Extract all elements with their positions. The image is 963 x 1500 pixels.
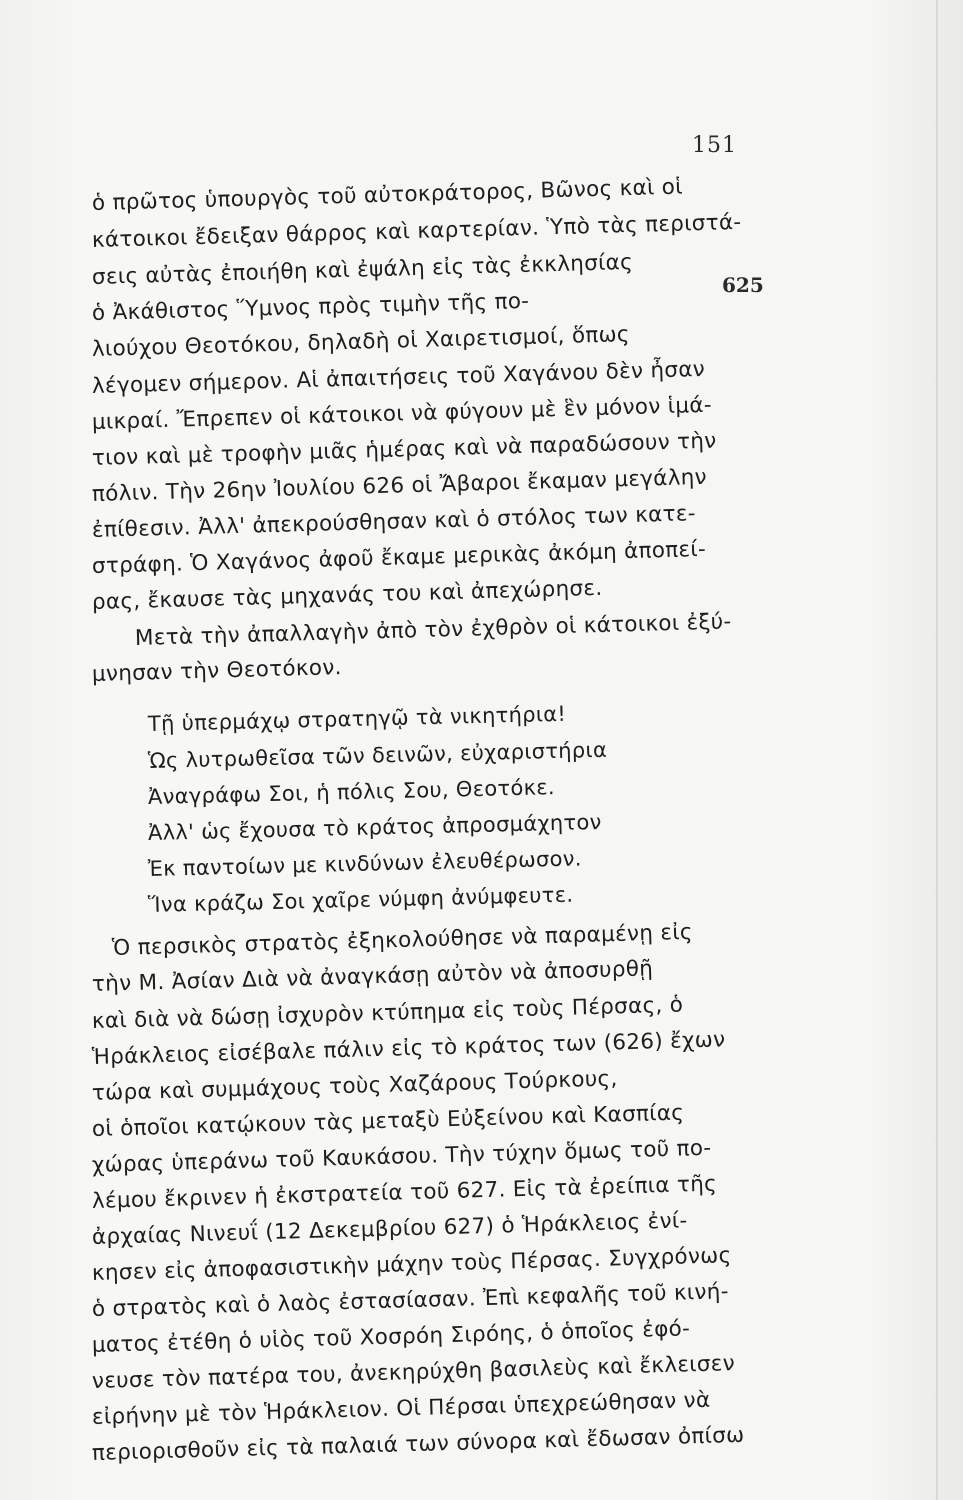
text-line: πόλιν. Τὴν 26ην Ἰουλίου 626 οἱ Ἄβαροι ἔκαμαν μεγάλην <box>91 464 708 507</box>
text-line: Ὁ περσικὸς στρατὸς ἐξηκολούθησε νὰ παραμένῃ εἰς <box>111 919 694 961</box>
text-line: εἰρήνην μὲ τὸν Ἡράκλειον. Οἱ Πέρσαι ὑπεχρεώθησαν νὰ <box>91 1387 711 1430</box>
text-line: ὁ στρατὸς καὶ ὁ λαὸς ἐστασίασαν. Ἐπὶ κεφαλῆς τοῦ κινή- <box>91 1279 730 1322</box>
text-line: τιον καὶ μὲ τροφὴν μιᾶς ἡμέρας καὶ νὰ παραδώσουν τὴν <box>91 428 717 471</box>
text-line: ἐπίθεσιν. Ἀλλ' ἀπεκρούσθησαν καὶ ὁ στόλος των κατε- <box>91 501 697 543</box>
text-line: καὶ διὰ νὰ δώσῃ ἰσχυρὸν κτύπημα εἰς τοὺς Πέρσας, ὁ <box>91 992 684 1034</box>
text-line: κησεν εἰς ἀποφασιστικὴν μάχην τοὺς Πέρσας. Συγχρόνως <box>91 1243 732 1286</box>
text-line: νευσε τὸν πατέρα του, ἀνεκηρύχθη βασιλεὺς καὶ ἔκλεισεν <box>91 1351 736 1394</box>
text-line: Μετὰ τὴν ἀπαλλαγὴν ἀπὸ τὸν ἐχθρὸν οἱ κάτοικοι ἐξύ- <box>134 609 732 651</box>
text-line: λέγομεν σήμερον. Αἱ ἀπαιτήσεις τοῦ Χαγάνου δὲν ἦσαν <box>91 356 706 399</box>
verse-line: Ἀναγράφω Σοι, ἡ πόλις Σου, Θεοτόκε. <box>147 775 556 809</box>
text-line: σεις αὐτὰς ἐποιήθη καὶ ἐψάλη εἰς τὰς ἐκκλησίας <box>91 249 634 290</box>
text-line: λέμου ἔκρινεν ἡ ἐκστρατεία τοῦ 627. Εἰς τὰ ἐρείπια τῆς <box>91 1171 718 1214</box>
page-edge <box>936 0 938 1500</box>
text-line: ρας, ἔκαυσε τὰς μηχανάς του καὶ ἀπεχώρησε. <box>91 575 603 615</box>
text-line: λιούχου Θεοτόκου, δηλαδὴ οἱ Χαιρετισμοί, ὅπως <box>91 321 631 362</box>
verse-line: Τῇ ὑπερμάχῳ στρατηγῷ τὰ νικητήρια! <box>147 701 567 736</box>
text-line: κάτοικοι ἔδειξαν θάρρος καὶ καρτερίαν. Ὑπὸ τὰς περιστά- <box>91 209 742 253</box>
text-line: τὴν Μ. Ἀσίαν Διὰ νὰ ἀναγκάσῃ αὐτὸν νὰ ἀποσυρθῇ <box>91 956 654 997</box>
verse-line: Ἵνα κράζω Σοι χαῖρε νύμφη ἀνύμφευτε. <box>147 882 574 917</box>
text-line: οἱ ὁποῖοι κατῴκουν τὰς μεταξὺ Εὐξείνου καὶ Κασπίας <box>91 1100 685 1142</box>
text-line: ματος ἐτέθη ὁ υἱὸς τοῦ Χοσρόη Σιρόης, ὁ ὁποῖος ἐφό- <box>91 1316 691 1358</box>
text-line: ὁ πρῶτος ὑπουργὸς τοῦ αὐτοκράτορος, Βῶνος καὶ οἱ <box>91 174 684 216</box>
text-line: μνησαν τὴν Θεοτόκον. <box>91 655 343 687</box>
margin-line-number: 625 <box>722 273 764 297</box>
verse-line: Ἀλλ' ὡς ἔχουσα τὸ κράτος ἀπροσμάχητον <box>147 809 602 845</box>
text-line: τώρα καὶ συμμάχους τοὺς Χαζάρους Τούρκους, <box>91 1066 618 1106</box>
text-line: μικραί. Ἔπρεπεν οἱ κάτοικοι νὰ φύγουν μὲ ἓν μόνον ἱμά- <box>91 392 713 435</box>
verse-line: Ἐκ παντοίων με κινδύνων ἐλευθέρωσον. <box>147 846 583 881</box>
text-line: περιορισθοῦν εἰς τὰ παλαιά των σύνορα καὶ ἔδωσαν ὀπίσω <box>91 1422 745 1466</box>
text-line: ὁ Ἀκάθιστος Ὕμνος πρὸς τιμὴν τῆς πο- <box>91 288 530 326</box>
text-line: στράφη. Ὁ Χαγάνος ἀφοῦ ἔκαμε μερικὰς ἀκόμη ἀποπεί- <box>91 536 707 579</box>
verse-line: Ὡς λυτρωθεῖσα τῶν δεινῶν, εὐχαριστήρια <box>147 737 608 773</box>
text-line: χώρας ὑπεράνω τοῦ Καυκάσου. Τὴν τύχην ὅμως τοῦ πο- <box>91 1135 712 1178</box>
text-line: Ἡράκλειος εἰσέβαλε πάλιν εἰς τὸ κράτος των (626) ἔχων <box>91 1027 726 1070</box>
text-line: ἀρχαίας Νινευΐ (12 Δεκεμβρίου 627) ὁ Ἡράκλειος ἐνί- <box>91 1208 688 1250</box>
page-number: 151 <box>692 133 737 158</box>
